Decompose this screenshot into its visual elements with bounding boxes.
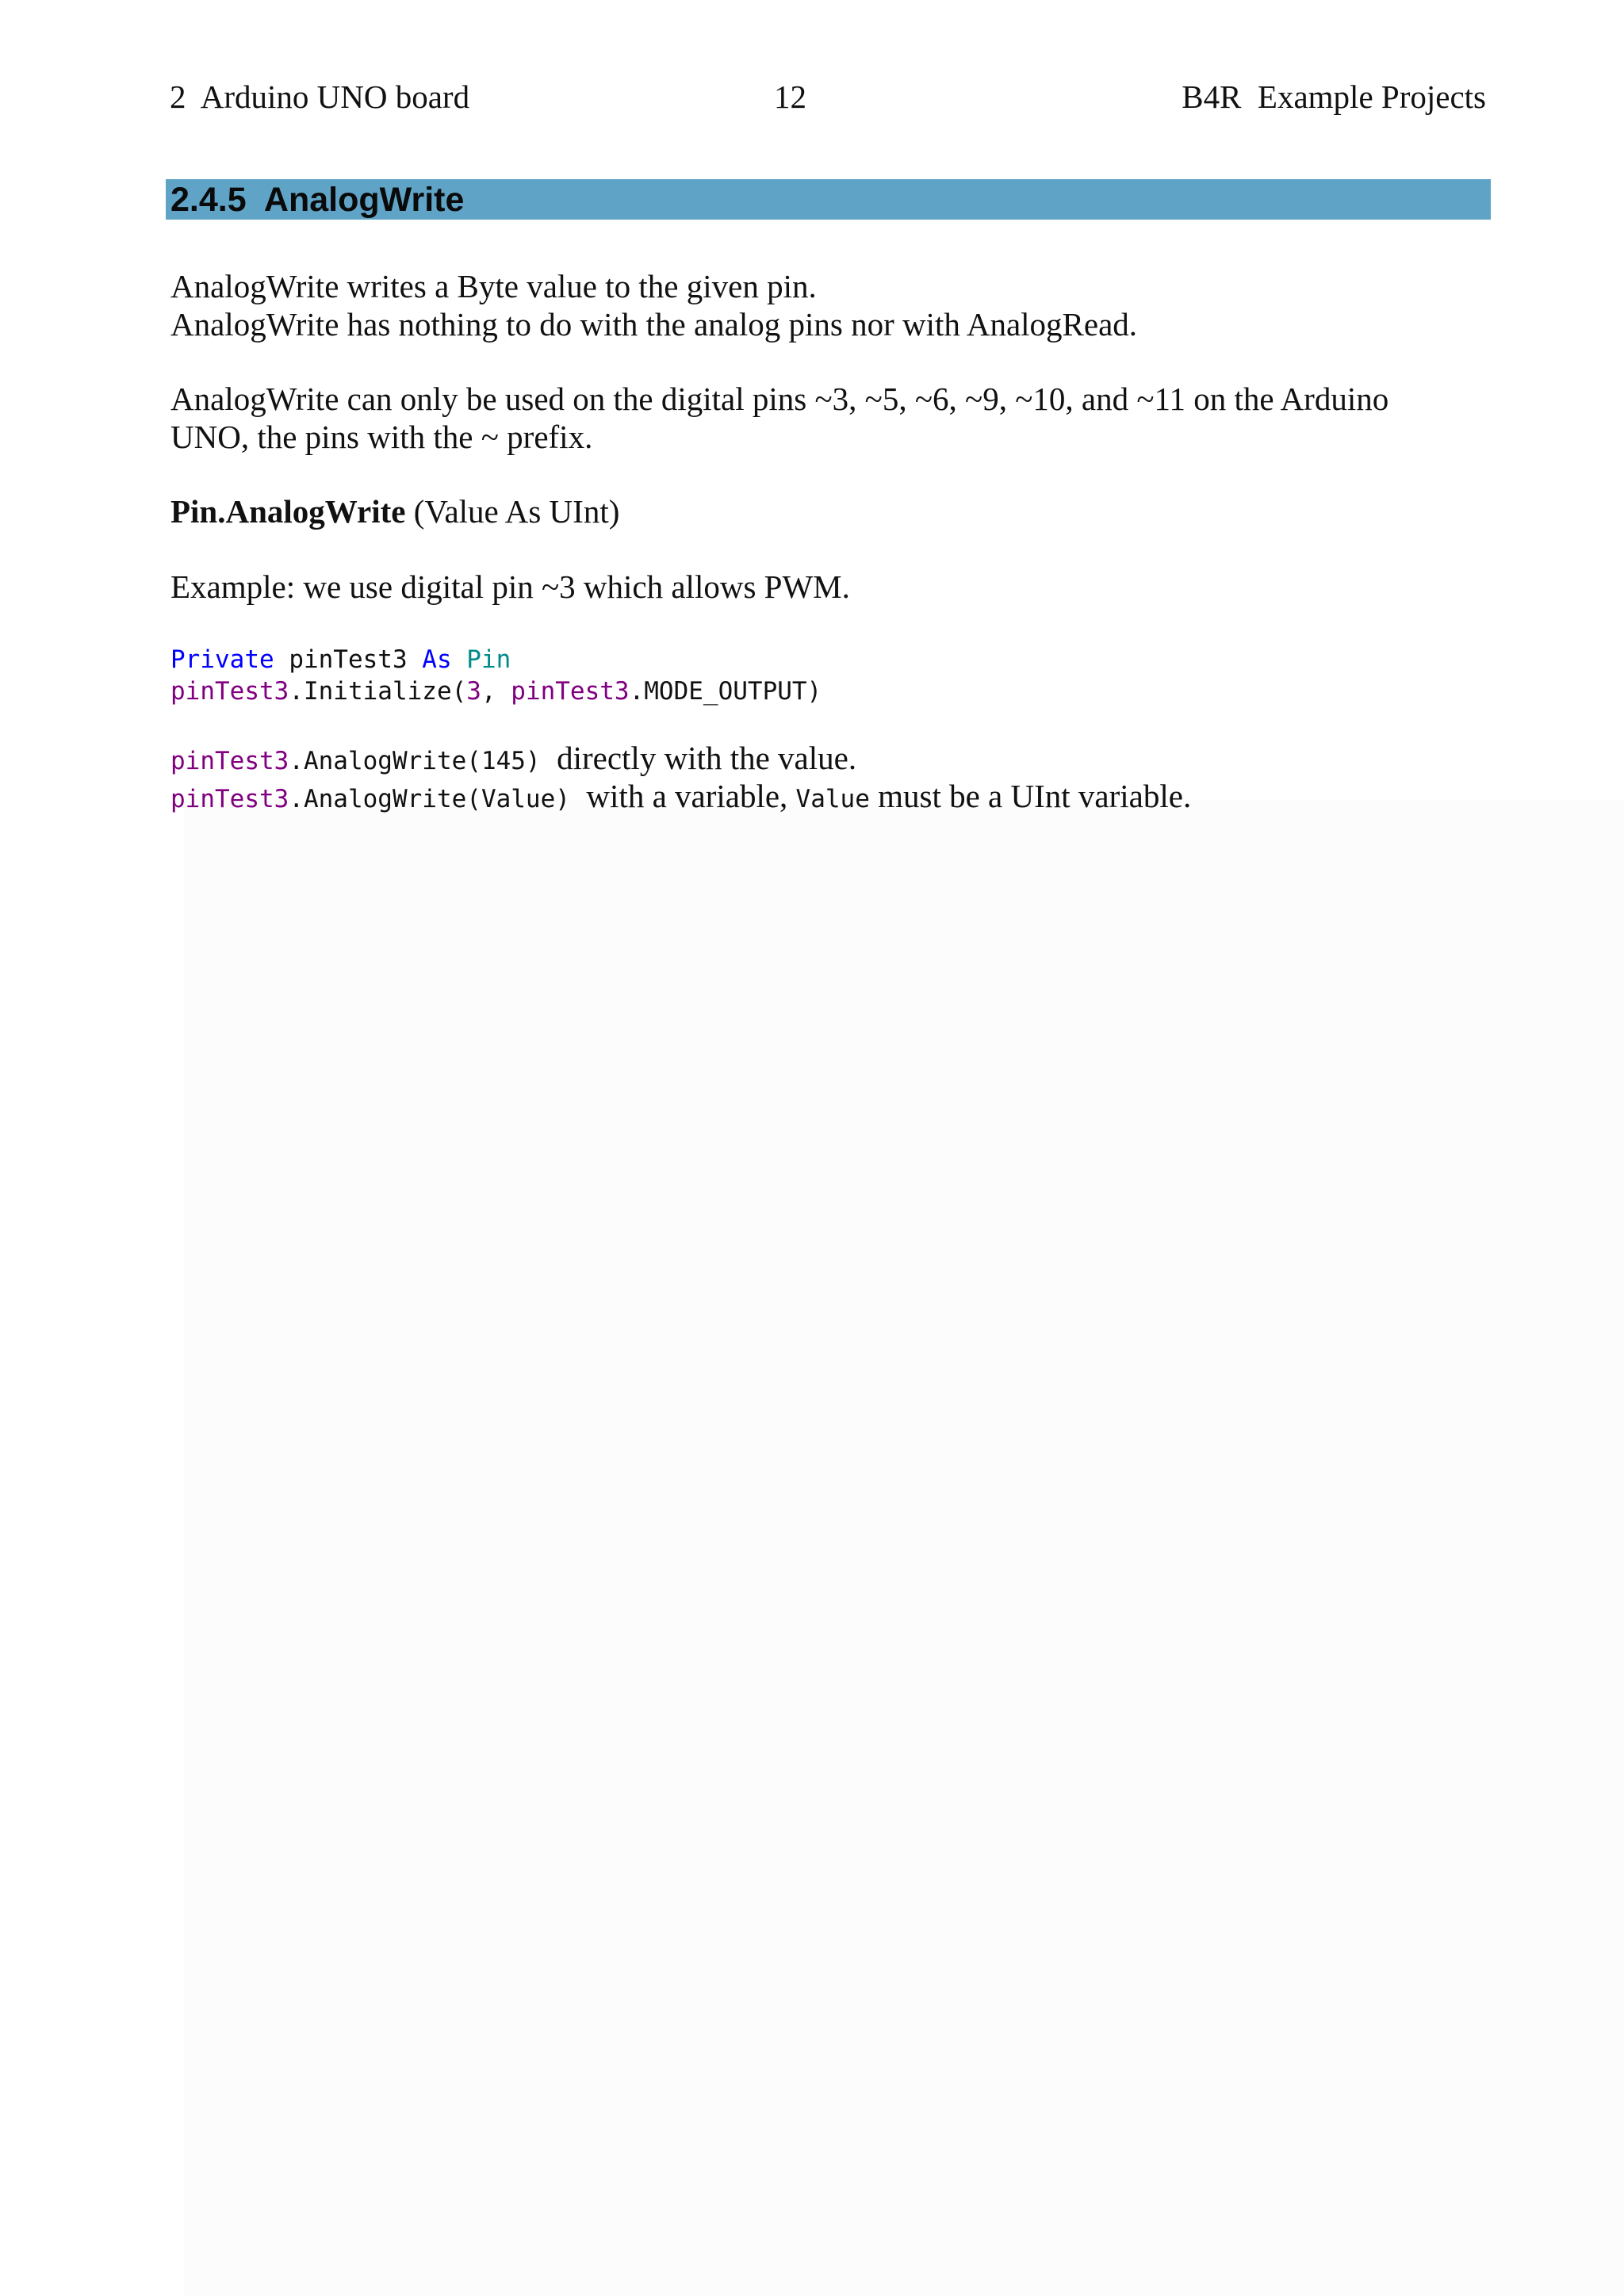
code-variable: pinTest3	[170, 785, 289, 813]
header-page-number: 12	[774, 78, 806, 115]
method-signature	[170, 492, 619, 530]
code-keyword: As	[422, 645, 452, 674]
paragraph-pins-continued: UNO, the pins with the ~ prefix.	[170, 419, 593, 455]
paragraph-example: Example: we use digital pin ~3 which allows PWM.	[170, 568, 850, 605]
code-identifier: pinTest3	[274, 645, 423, 674]
example-description: directly with the value.	[540, 740, 857, 776]
header-chapter: 2 Arduino UNO board	[170, 78, 470, 115]
example-description: with a variable,	[569, 778, 796, 814]
page-background-shade	[184, 801, 1624, 2296]
code-type: Pin	[466, 645, 511, 674]
header-book-title: B4R Example Projects	[1182, 78, 1486, 115]
code-variable: pinTest3	[170, 747, 289, 775]
code-variable: pinTest3	[511, 677, 630, 706]
code-space	[452, 645, 467, 674]
code-constant: .MODE_OUTPUT)	[629, 677, 822, 706]
code-call: .Initialize(	[289, 677, 467, 706]
code-line-declaration	[170, 644, 511, 675]
code-keyword: Private	[170, 645, 274, 674]
paragraph-note: AnalogWrite has nothing to do with the analog pins nor with AnalogRead.	[170, 306, 1138, 342]
code-variable: pinTest3	[170, 677, 289, 706]
section-title: 2.4.5 AnalogWrite	[170, 181, 465, 219]
code-separator: ,	[481, 677, 511, 706]
code-call: .AnalogWrite(Value)	[289, 785, 570, 813]
paragraph-pins: AnalogWrite can only be used on the digital pins ~3, ~5, ~6, ~9, ~10, and ~11 on the Arduino	[170, 381, 1389, 417]
example-line-variable	[170, 777, 1191, 823]
section-heading-bar	[166, 179, 1491, 220]
method-params: (Value As UInt)	[405, 493, 620, 530]
code-number: 3	[466, 677, 481, 706]
inline-code: Value	[795, 785, 870, 813]
example-description-end: must be a UInt variable.	[869, 778, 1192, 814]
paragraph-intro: AnalogWrite writes a Byte value to the given pin.	[170, 268, 817, 304]
method-name: Pin.AnalogWrite	[170, 493, 406, 530]
code-line-initialize	[170, 675, 822, 707]
page-header	[170, 76, 1486, 124]
code-call: .AnalogWrite(145)	[289, 747, 541, 775]
